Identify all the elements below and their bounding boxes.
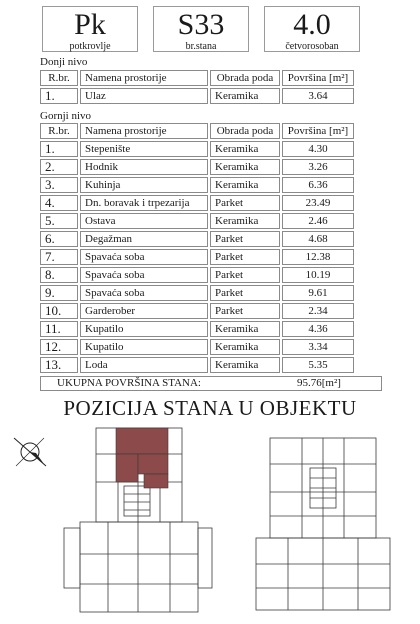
table-row: [40, 357, 354, 373]
room-floor-finish: Parket: [210, 303, 280, 319]
room-name: Hodnik: [80, 159, 208, 175]
col-floor-header: Obrada poda: [210, 70, 280, 86]
room-number: 1.: [40, 141, 78, 157]
room-number: 2.: [40, 159, 78, 175]
room-name: Dn. boravak i trpezarija: [80, 195, 208, 211]
lower-level-rows: [40, 88, 354, 104]
col-name-header: Namena prostorije: [80, 70, 208, 86]
room-area: 23.49: [282, 195, 354, 211]
room-area: 2.46: [282, 213, 354, 229]
room-area: 10.19: [282, 267, 354, 283]
total-area-row: [40, 376, 382, 391]
room-name: Degažman: [80, 231, 208, 247]
table-row: [40, 177, 354, 193]
room-floor-finish: Parket: [210, 249, 280, 265]
apartment-highlight: [116, 428, 168, 488]
room-number: 1.: [40, 88, 78, 104]
room-name: Ostava: [80, 213, 208, 229]
floor-code: Pk: [74, 8, 106, 41]
room-floor-finish: Parket: [210, 231, 280, 247]
room-floor-finish: Keramika: [210, 213, 280, 229]
room-area: 6.36: [282, 177, 354, 193]
table-row: [40, 195, 354, 211]
room-area: 3.64: [282, 88, 354, 104]
room-area: 9.61: [282, 285, 354, 301]
apartment-code: S33: [177, 8, 225, 41]
table-row: [40, 159, 354, 175]
room-count: 4.0: [293, 8, 331, 41]
room-floor-finish: Keramika: [210, 141, 280, 157]
room-number: 3.: [40, 177, 78, 193]
floor-plan-lower: [252, 434, 394, 614]
table-row: [40, 88, 354, 104]
room-floor-finish: Keramika: [210, 177, 280, 193]
room-floor-finish: Keramika: [210, 321, 280, 337]
room-area: 12.38: [282, 249, 354, 265]
room-number: 6.: [40, 231, 78, 247]
room-floor-finish: Parket: [210, 195, 280, 211]
table-header-row: [40, 70, 354, 86]
position-title: POZICIJA STANA U OBJEKTU: [63, 396, 357, 420]
room-count-box: [264, 6, 360, 52]
room-name: Loda: [80, 357, 208, 373]
room-number: 10.: [40, 303, 78, 319]
room-area: 4.68: [282, 231, 354, 247]
upper-level-rows: [40, 141, 354, 373]
room-label: četvorosoban: [285, 41, 339, 52]
table-row: [40, 249, 354, 265]
col-name-header: Namena prostorije: [80, 123, 208, 139]
lower-level-title: Donji nivo: [40, 56, 88, 68]
room-floor-finish: Keramika: [210, 159, 280, 175]
room-number: 7.: [40, 249, 78, 265]
total-area-label: UKUPNA POVRŠINA STANA:: [57, 377, 201, 389]
table-row: [40, 303, 354, 319]
col-floor-header: Obrada poda: [210, 123, 280, 139]
table-row: [40, 285, 354, 301]
room-number: 5.: [40, 213, 78, 229]
room-number: 4.: [40, 195, 78, 211]
room-floor-finish: Keramika: [210, 339, 280, 355]
room-name: Stepenište: [80, 141, 208, 157]
floor-code-box: [42, 6, 138, 52]
room-area: 5.35: [282, 357, 354, 373]
apartment-label: br.stana: [185, 41, 217, 52]
upper-level-table: [38, 121, 356, 375]
lower-level-table: [38, 68, 356, 106]
room-area: 4.30: [282, 141, 354, 157]
col-area-header: Površina [m²]: [282, 70, 354, 86]
table-row: [40, 321, 354, 337]
north-arrow-icon: [10, 432, 50, 472]
table-row: [40, 141, 354, 157]
room-area: 4.36: [282, 321, 354, 337]
room-number: 9.: [40, 285, 78, 301]
upper-level-title: Gornji nivo: [40, 110, 92, 122]
room-number: 8.: [40, 267, 78, 283]
room-name: Spavaća soba: [80, 249, 208, 265]
room-name: Spavaća soba: [80, 285, 208, 301]
col-area-header: Površina [m²]: [282, 123, 354, 139]
room-number: 12.: [40, 339, 78, 355]
room-name: Spavaća soba: [80, 267, 208, 283]
floor-plan-upper: [60, 424, 216, 620]
room-name: Kupatilo: [80, 321, 208, 337]
room-area: 2.34: [282, 303, 354, 319]
room-name: Kupatilo: [80, 339, 208, 355]
apartment-code-box: [153, 6, 249, 52]
room-area: 3.34: [282, 339, 354, 355]
table-row: [40, 213, 354, 229]
total-area-value: 95.76[m²]: [297, 377, 341, 389]
room-name: Ulaz: [80, 88, 208, 104]
room-number: 11.: [40, 321, 78, 337]
room-floor-finish: Keramika: [210, 357, 280, 373]
room-floor-finish: Parket: [210, 267, 280, 283]
room-number: 13.: [40, 357, 78, 373]
table-header-row: [40, 123, 354, 139]
table-row: [40, 231, 354, 247]
table-row: [40, 267, 354, 283]
col-num-header: R.br.: [40, 70, 78, 86]
col-num-header: R.br.: [40, 123, 78, 139]
room-floor-finish: Keramika: [210, 88, 280, 104]
room-name: Garderober: [80, 303, 208, 319]
room-name: Kuhinja: [80, 177, 208, 193]
floor-name: potkrovlje: [69, 41, 111, 52]
room-floor-finish: Parket: [210, 285, 280, 301]
room-area: 3.26: [282, 159, 354, 175]
table-row: [40, 339, 354, 355]
